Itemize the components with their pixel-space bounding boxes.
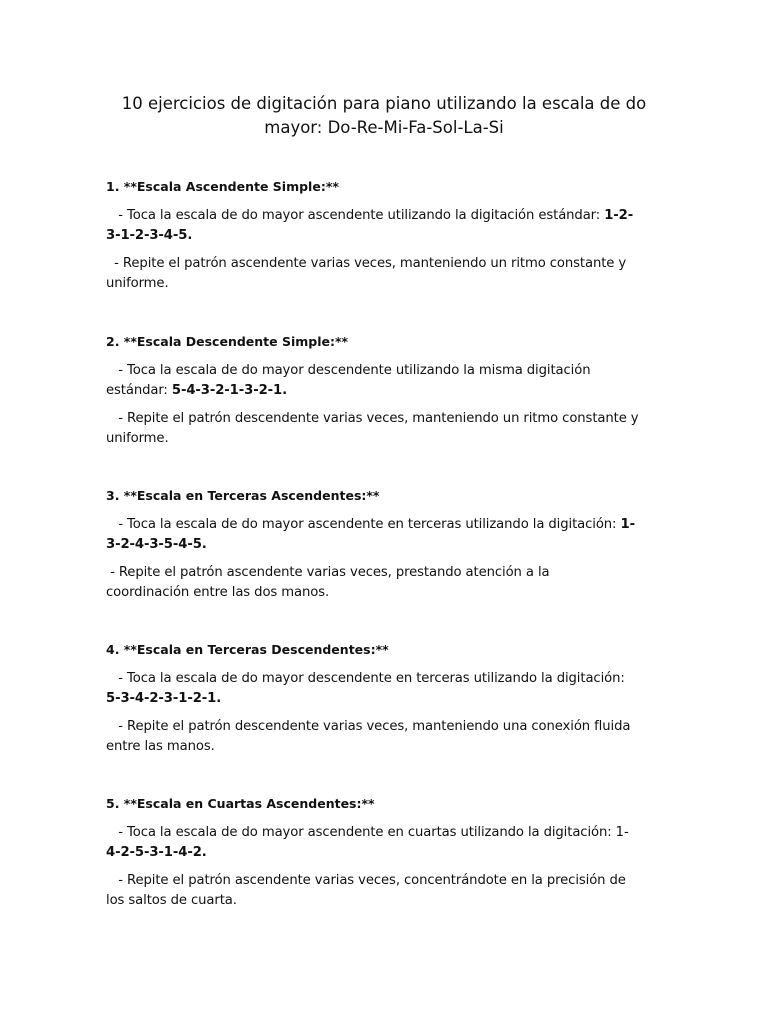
exercise-repeat-line: entre las manos. bbox=[106, 738, 215, 754]
exercise-3 bbox=[106, 487, 666, 602]
fingering-text: 5-3-4-2-3-1-2-1. bbox=[106, 690, 222, 706]
fingering-text: 1-2- bbox=[604, 208, 634, 223]
fingering-text: 1- bbox=[620, 517, 635, 532]
exercise-instruction-line bbox=[106, 226, 666, 246]
exercise-2 bbox=[106, 333, 666, 448]
document-title bbox=[70, 92, 698, 140]
fingering-text: 5-4-3-2-1-3-2-1. bbox=[171, 382, 288, 398]
exercise-repeat-line: uniforme. bbox=[106, 275, 169, 291]
exercise-repeat-line: - Repite el patrón ascendente varias veces, prestando atención a la bbox=[106, 565, 550, 580]
exercise-instruction-line bbox=[106, 535, 666, 555]
exercise-instruction-line: - Toca la escala de do mayor descendente en terceras utilizando la digitación: bbox=[106, 671, 625, 686]
exercise-repeat-line: - Repite el patrón ascendente varias veces, manteniendo un ritmo constante y bbox=[106, 256, 627, 271]
fingering-text: 3-2-4-3-5-4-5. bbox=[106, 536, 207, 552]
instruction-text: - Toca la escala de do mayor ascendente en terceras utilizando la digitación: bbox=[106, 517, 621, 532]
exercise-repeat-line: coordinación entre las dos manos. bbox=[106, 584, 330, 600]
exercise-instruction-line bbox=[106, 689, 666, 709]
exercise-repeat-line: - Repite el patrón descendente varias veces, manteniendo un ritmo constante y bbox=[106, 411, 639, 426]
exercise-4 bbox=[106, 641, 666, 756]
instruction-text: - Toca la escala de do mayor ascendente utilizando la digitación estándar: bbox=[106, 208, 605, 223]
instruction-text: estándar: bbox=[106, 382, 172, 398]
exercise-instruction-line bbox=[106, 843, 666, 863]
exercise-repeat-line: los saltos de cuarta. bbox=[106, 892, 237, 908]
exercise-instruction-line bbox=[106, 515, 666, 535]
exercise-heading: 3. **Escala en Terceras Ascendentes:** bbox=[106, 488, 380, 503]
exercise-instruction-line: - Toca la escala de do mayor ascendente en cuartas utilizando la digitación: 1- bbox=[106, 825, 629, 840]
exercise-repeat-line: - Repite el patrón ascendente varias veces, concentrándote en la precisión de bbox=[106, 873, 626, 888]
exercise-repeat-line: - Repite el patrón descendente varias veces, manteniendo una conexión fluida bbox=[106, 719, 631, 734]
exercise-instruction-line bbox=[106, 381, 666, 401]
title-line-2: mayor: Do-Re-Mi-Fa-Sol-La-Si bbox=[264, 118, 504, 137]
exercise-heading: 1. **Escala Ascendente Simple:** bbox=[106, 179, 339, 194]
exercise-instruction-line bbox=[106, 206, 666, 226]
exercise-heading: 5. **Escala en Cuartas Ascendentes:** bbox=[106, 796, 375, 811]
exercise-repeat-line: uniforme. bbox=[106, 430, 169, 446]
exercise-instruction-line: - Toca la escala de do mayor descendente utilizando la misma digitación bbox=[106, 363, 591, 378]
exercise-heading: 2. **Escala Descendente Simple:** bbox=[106, 334, 349, 349]
exercise-5 bbox=[106, 795, 666, 910]
fingering-text: 4-2-5-3-1-4-2. bbox=[106, 844, 207, 860]
title-line-1: 10 ejercicios de digitación para piano utilizando la escala de do bbox=[121, 94, 647, 113]
exercise-1 bbox=[106, 178, 666, 293]
fingering-text: 3-1-2-3-4-5. bbox=[106, 227, 193, 243]
exercise-heading: 4. **Escala en Terceras Descendentes:** bbox=[106, 642, 389, 657]
